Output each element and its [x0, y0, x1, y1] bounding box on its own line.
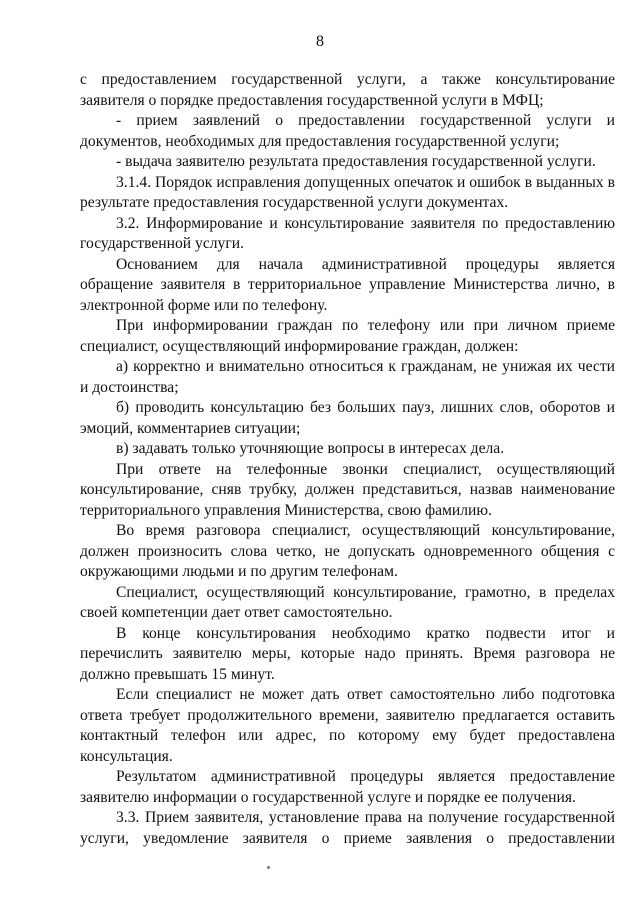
list-item: б) проводить консультацию без больших пауз, лишних слов, оборотов и эмоций, комментариев ситуации; [80, 399, 615, 437]
page-number: 8 [316, 33, 324, 50]
list-item: а) корректно и внимательно относиться к гражданам, не унижая их чести и достоинства; [80, 358, 615, 396]
section-heading: 3.3. Прием заявителя, установление права на получение государственной услуги, уведомление заявителя о приеме заявления о предоставлении [80, 809, 615, 847]
paragraph: Во время разговора специалист, осуществляющий консультирование, должен произносить слова четко, не допускать одновременного общения с окружающими людьми и по другим телефонам. [80, 522, 615, 580]
paragraph: с предоставлением государственной услуги, а также консультирование заявителя о порядке предоставления государственной услуги в МФЦ; [80, 71, 615, 109]
scan-speck [267, 866, 270, 869]
paragraph: Специалист, осуществляющий консультирование, грамотно, в пределах своей компетенции дает ответ самостоятельно. [80, 583, 615, 621]
paragraph: При информировании граждан по телефону или при личном приеме специалист, осуществляющий информирование граждан, должен: [80, 317, 615, 355]
list-item: - прием заявлений о предоставлении государственной услуги и документов, необходимых для предоставления государственной услуги; [80, 112, 615, 150]
paragraph: Если специалист не может дать ответ самостоятельно либо подготовка ответа требует продолжительного времени, заявителю предлагается оставить контактный телефон или адрес, по которому ему будет предоставлена консультация. [80, 686, 615, 765]
paragraph: При ответе на телефонные звонки специалист, осуществляющий консультирование, сняв трубку, должен представиться, назвав наименование территориального управления Министерства, свою фамилию. [80, 460, 615, 519]
list-item: - выдача заявителю результата предоставления государственной услуги. [116, 153, 596, 170]
paragraph: Основанием для начала административной процедуры является обращение заявителя в территориальное управление Министерства лично, в электронной форме или по телефону. [80, 255, 615, 314]
document-body [80, 70, 615, 849]
paragraph: В конце консультирования необходимо кратко подвести итог и перечислить заявителю меры, которые надо принять. Время разговора не должно превышать 15 минут. [80, 624, 615, 683]
section-heading: 3.1.4. Порядок исправления допущенных опечаток и ошибок в выданных в результате предоставления государственной услуги документах. [80, 173, 615, 211]
paragraph: Результатом административной процедуры является предоставление заявителю информации о государственной услуге и порядке ее получения. [80, 768, 615, 806]
list-item: в) задавать только уточняющие вопросы в интересах дела. [116, 440, 505, 457]
section-heading: 3.2. Информирование и консультирование заявителя по предоставлению государственной услуги. [80, 214, 615, 252]
